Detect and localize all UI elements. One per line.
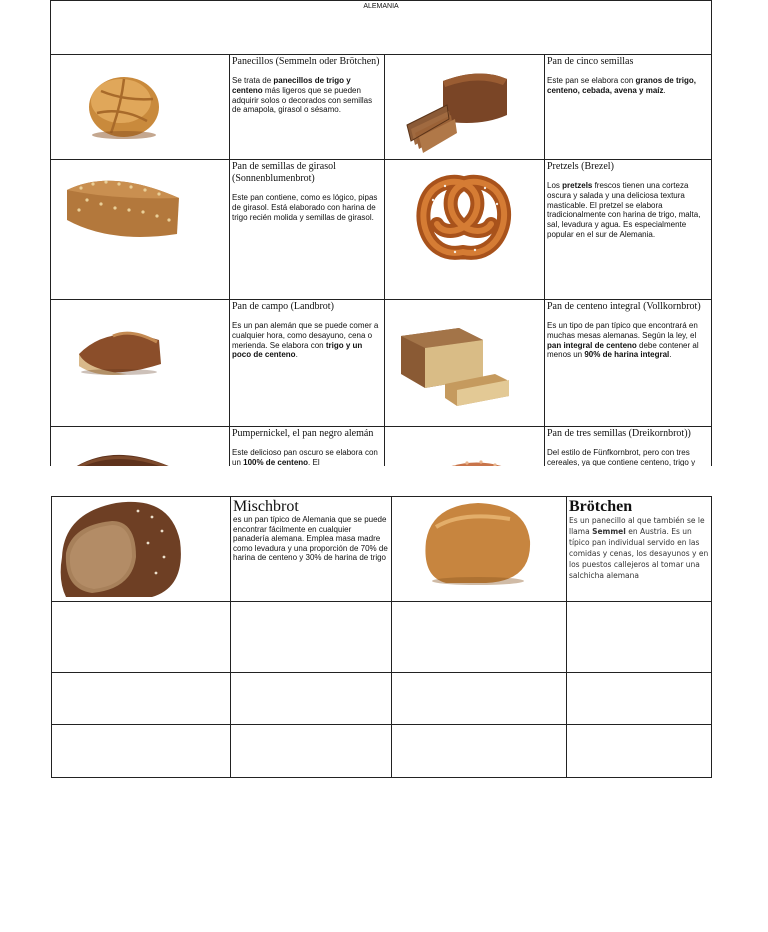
emphasis-text: pan integral de centeno <box>547 340 637 350</box>
emphasis-text: 100% de centeno <box>243 457 309 466</box>
broetchen-image <box>392 497 567 602</box>
emphasis-text: Semmel <box>592 527 626 536</box>
empty-cell <box>567 602 712 673</box>
bread-title: Pan de tres semillas (Dreikornbrot)) <box>547 428 691 439</box>
bread-dreikornbrot <box>545 427 712 467</box>
body-text: . <box>669 350 672 360</box>
bread-pretzels <box>545 160 712 300</box>
bread-broetchen <box>567 497 712 602</box>
bread-mischbrot <box>231 497 392 602</box>
bread-title: Pumpernickel, el pan negro alemán <box>232 428 374 439</box>
bread-title: Pan de cinco semillas <box>547 56 634 67</box>
kaiser-roll-image <box>51 55 230 160</box>
sliced-loaf-image <box>385 55 545 160</box>
bread-description <box>547 321 709 360</box>
dreikornbrot-image <box>385 427 545 467</box>
empty-cell <box>231 673 392 725</box>
empty-cell <box>567 725 712 778</box>
emphasis-text: pretzels <box>562 181 593 190</box>
empty-cell <box>231 602 392 673</box>
bread-title: Pan de campo (Landbrot) <box>232 301 334 312</box>
body-text: Es un tipo de pan típico que encontrará en muchas mesas alemanas. Según la ley, el <box>547 321 698 340</box>
body-text: . <box>663 85 666 95</box>
bread-description <box>232 448 382 466</box>
bread-title: Panecillos (Semmeln oder Brötchen) <box>232 56 380 67</box>
empty-cell <box>52 673 231 725</box>
body-text: Este delicioso pan oscuro se elabora con un <box>232 448 378 466</box>
empty-cell <box>52 602 231 673</box>
bread-title: Pan de centeno integral (Vollkornbrot) <box>547 301 701 312</box>
bread-title: Pretzels (Brezel) <box>547 161 614 172</box>
bread-description <box>232 321 382 360</box>
empty-cell <box>231 725 392 778</box>
bread-cinco-semillas <box>545 55 712 160</box>
pumpernickel-image <box>51 427 230 467</box>
body-text: Es un pan alemán que se puede comer a cualquier hora, como desayuno, cena o merienda. Se elabora con <box>232 321 379 350</box>
bread-panecillos <box>230 55 385 160</box>
bread-title: Pan de semillas de girasol (Sonnenblumenbrot) <box>232 161 336 184</box>
bread-vollkornbrot <box>545 300 712 427</box>
bread-description <box>569 515 709 581</box>
empty-cell <box>392 725 567 778</box>
body-text: . El <box>308 457 320 466</box>
body-text: Es un panecillo al que también se le llama <box>569 516 705 536</box>
body-text: frescos tienen una corteza oscura y salada y una deliciosa textura masticable. El pretzel se elabora tradicionalmente con harina de trigo, malta, sal, levadura y agua. Es especialmente popular en el sur de Alemania. <box>547 181 701 239</box>
bread-table <box>50 0 712 466</box>
table-title: ALEMANIA <box>51 1 712 55</box>
mischbrot-image <box>52 497 231 602</box>
emphasis-text: panecillos de trigo y centeno <box>232 76 351 95</box>
bread-description <box>232 76 382 115</box>
bread-title: Brötchen <box>569 498 633 515</box>
bread-pumpernickel <box>230 427 385 467</box>
body-text: . <box>295 350 298 360</box>
empty-cell <box>392 602 567 673</box>
body-text: Este pan se elabora con <box>547 76 636 85</box>
bread-description <box>232 193 382 222</box>
bread-description <box>547 448 709 466</box>
empty-cell <box>392 673 567 725</box>
empty-cell <box>567 673 712 725</box>
body-text: Del estilo de Fünfkornbrot, pero con tres cereales, ya que contiene centeno, trigo y <box>547 448 696 466</box>
emphasis-text: 90% de harina integral <box>584 350 670 360</box>
emphasis-text: granos de trigo, centeno, cebada, avena y maíz <box>547 76 696 95</box>
bread-table-2 <box>51 496 712 778</box>
bread-description: es un pan típico de Alemania que se puede encontrar fácilmente en cualquier panadería alemana. Emplea masa madre como levadura y una proporción de 70% de harina de centeno y 30% de harina de trigo <box>233 515 388 563</box>
bread-landbrot <box>230 300 385 427</box>
bread-description <box>547 181 709 240</box>
emphasis-text: trigo y un poco de centeno <box>232 340 363 360</box>
body-text: más ligeros que se pueden adquirir solos o decorados con semillas de amapola, girasol o sésamo. <box>232 85 373 115</box>
body-text: en Austria. Es un típico pan individual servido en las comidas y cenas, los desayunos y en los puestos callejeros al tomar una salchicha alemana <box>569 527 709 580</box>
bread-girasol <box>230 160 385 300</box>
sunflower-loaf-image <box>51 160 230 300</box>
body-text: Los <box>547 181 563 190</box>
landbrot-image <box>51 300 230 427</box>
bread-title: Mischbrot <box>233 498 299 515</box>
bread-description <box>547 76 709 96</box>
body-text: Se trata de <box>232 76 274 85</box>
body-text: Este pan contiene, como es lógico, pipas de girasol. Está elaborado con harina de trigo recién molida y semillas de girasol. <box>232 193 378 222</box>
body-text: debe contener al menos un <box>547 340 699 360</box>
pretzel-image <box>385 160 545 300</box>
empty-cell <box>52 725 231 778</box>
vollkornbrot-image <box>385 300 545 427</box>
